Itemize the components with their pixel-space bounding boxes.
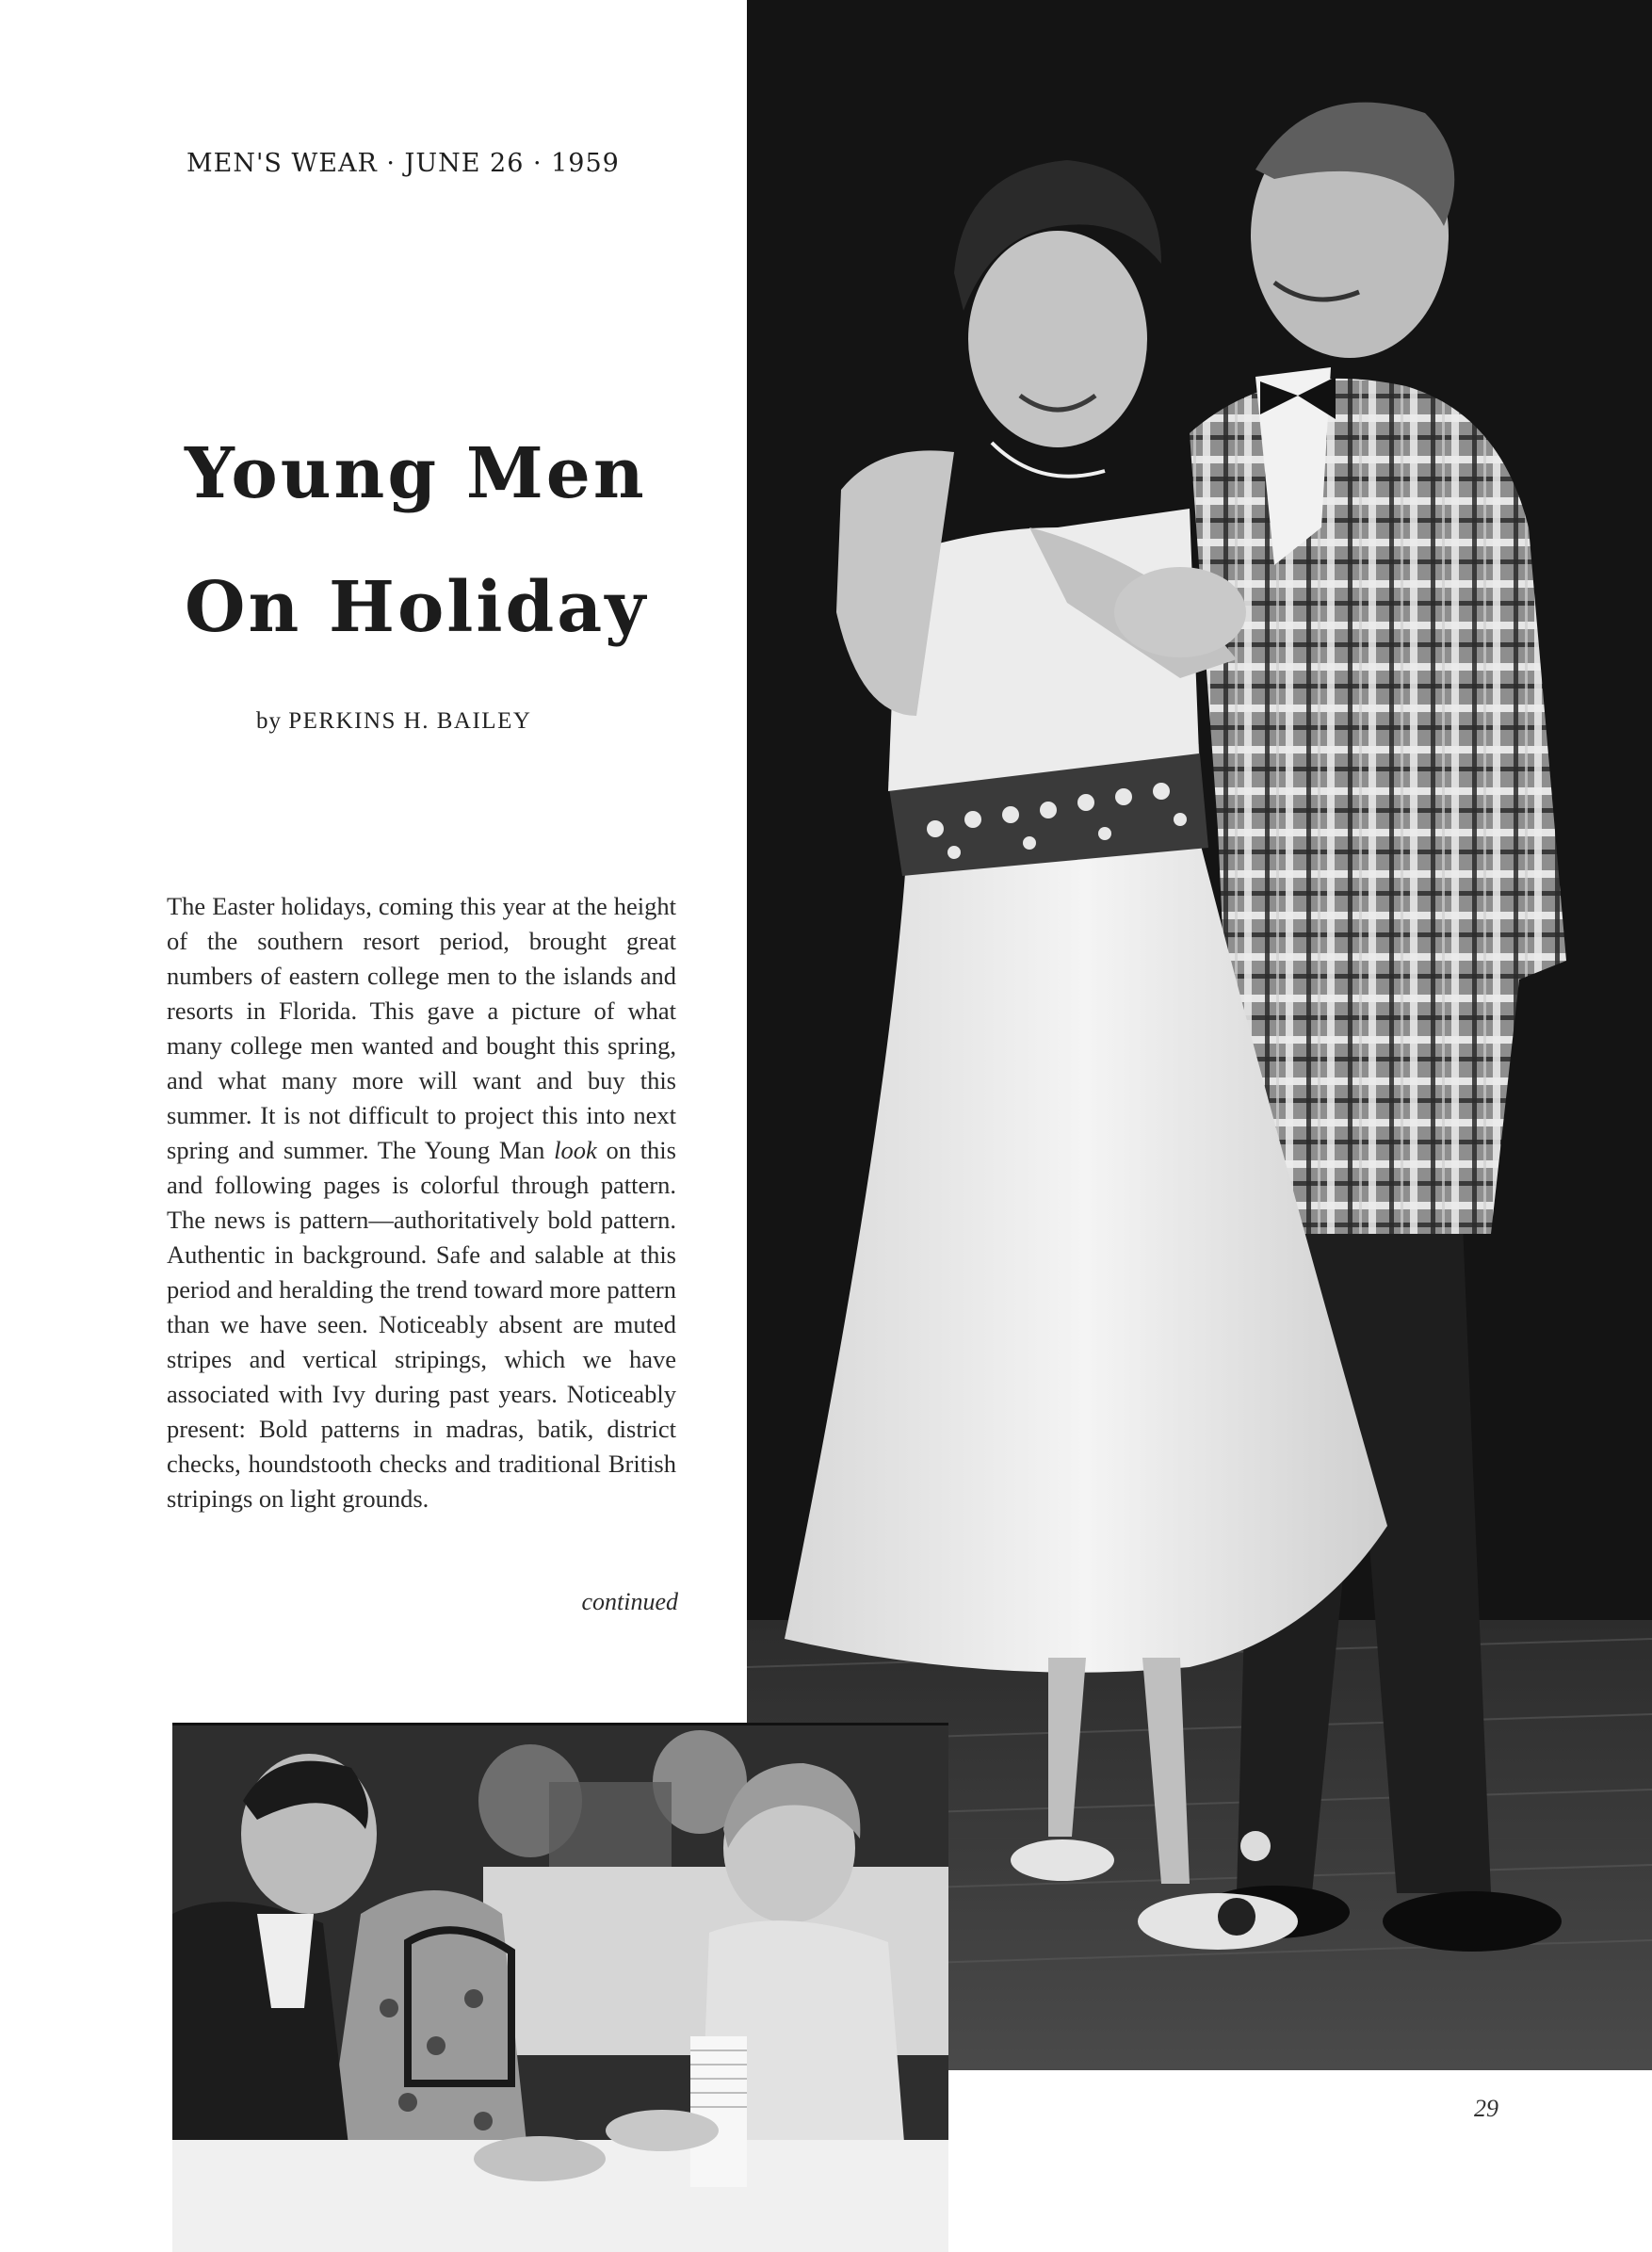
byline-author: PERKINS H. BAILEY — [288, 708, 532, 734]
body-emphasis: look — [554, 1136, 597, 1164]
inset-photo-couple-at-table — [172, 1723, 948, 2252]
body-text-part-1: The Easter holidays, coming this year at the height of the southern resort period, brought great numbers of eastern college men to the islands and resorts in Florida. This gave a picture of what many college men wanted and bought this spring, and what many more will want and buy this summer. It is not difficult to project this into next spring and summer. The Young Man — [167, 892, 676, 1164]
running-header: MEN'S WEAR · JUNE 26 · 1959 — [186, 149, 620, 178]
article-body — [167, 889, 676, 1516]
title-line-1: Young Men — [185, 433, 647, 514]
page-number: 29 — [1474, 2095, 1498, 2122]
article-title — [185, 407, 712, 674]
body-text-part-2: on this and following pages is colorful through pattern. The news is pattern—authoritatively bold pattern. Authentic in background. Safe and salable at this period and heralding the trend toward more pattern than we have seen. Noticeably absent are muted stripes and vertical stripings, which we have associated with Ivy during past years. Noticeably present: Bold patterns in madras, batik, district checks, houndstooth checks and traditional British stripings on light grounds. — [167, 1136, 676, 1513]
title-line-2: On Holiday — [185, 567, 649, 648]
byline-prefix: by — [256, 708, 282, 734]
continued-label: continued — [581, 1588, 678, 1615]
byline — [256, 708, 633, 735]
